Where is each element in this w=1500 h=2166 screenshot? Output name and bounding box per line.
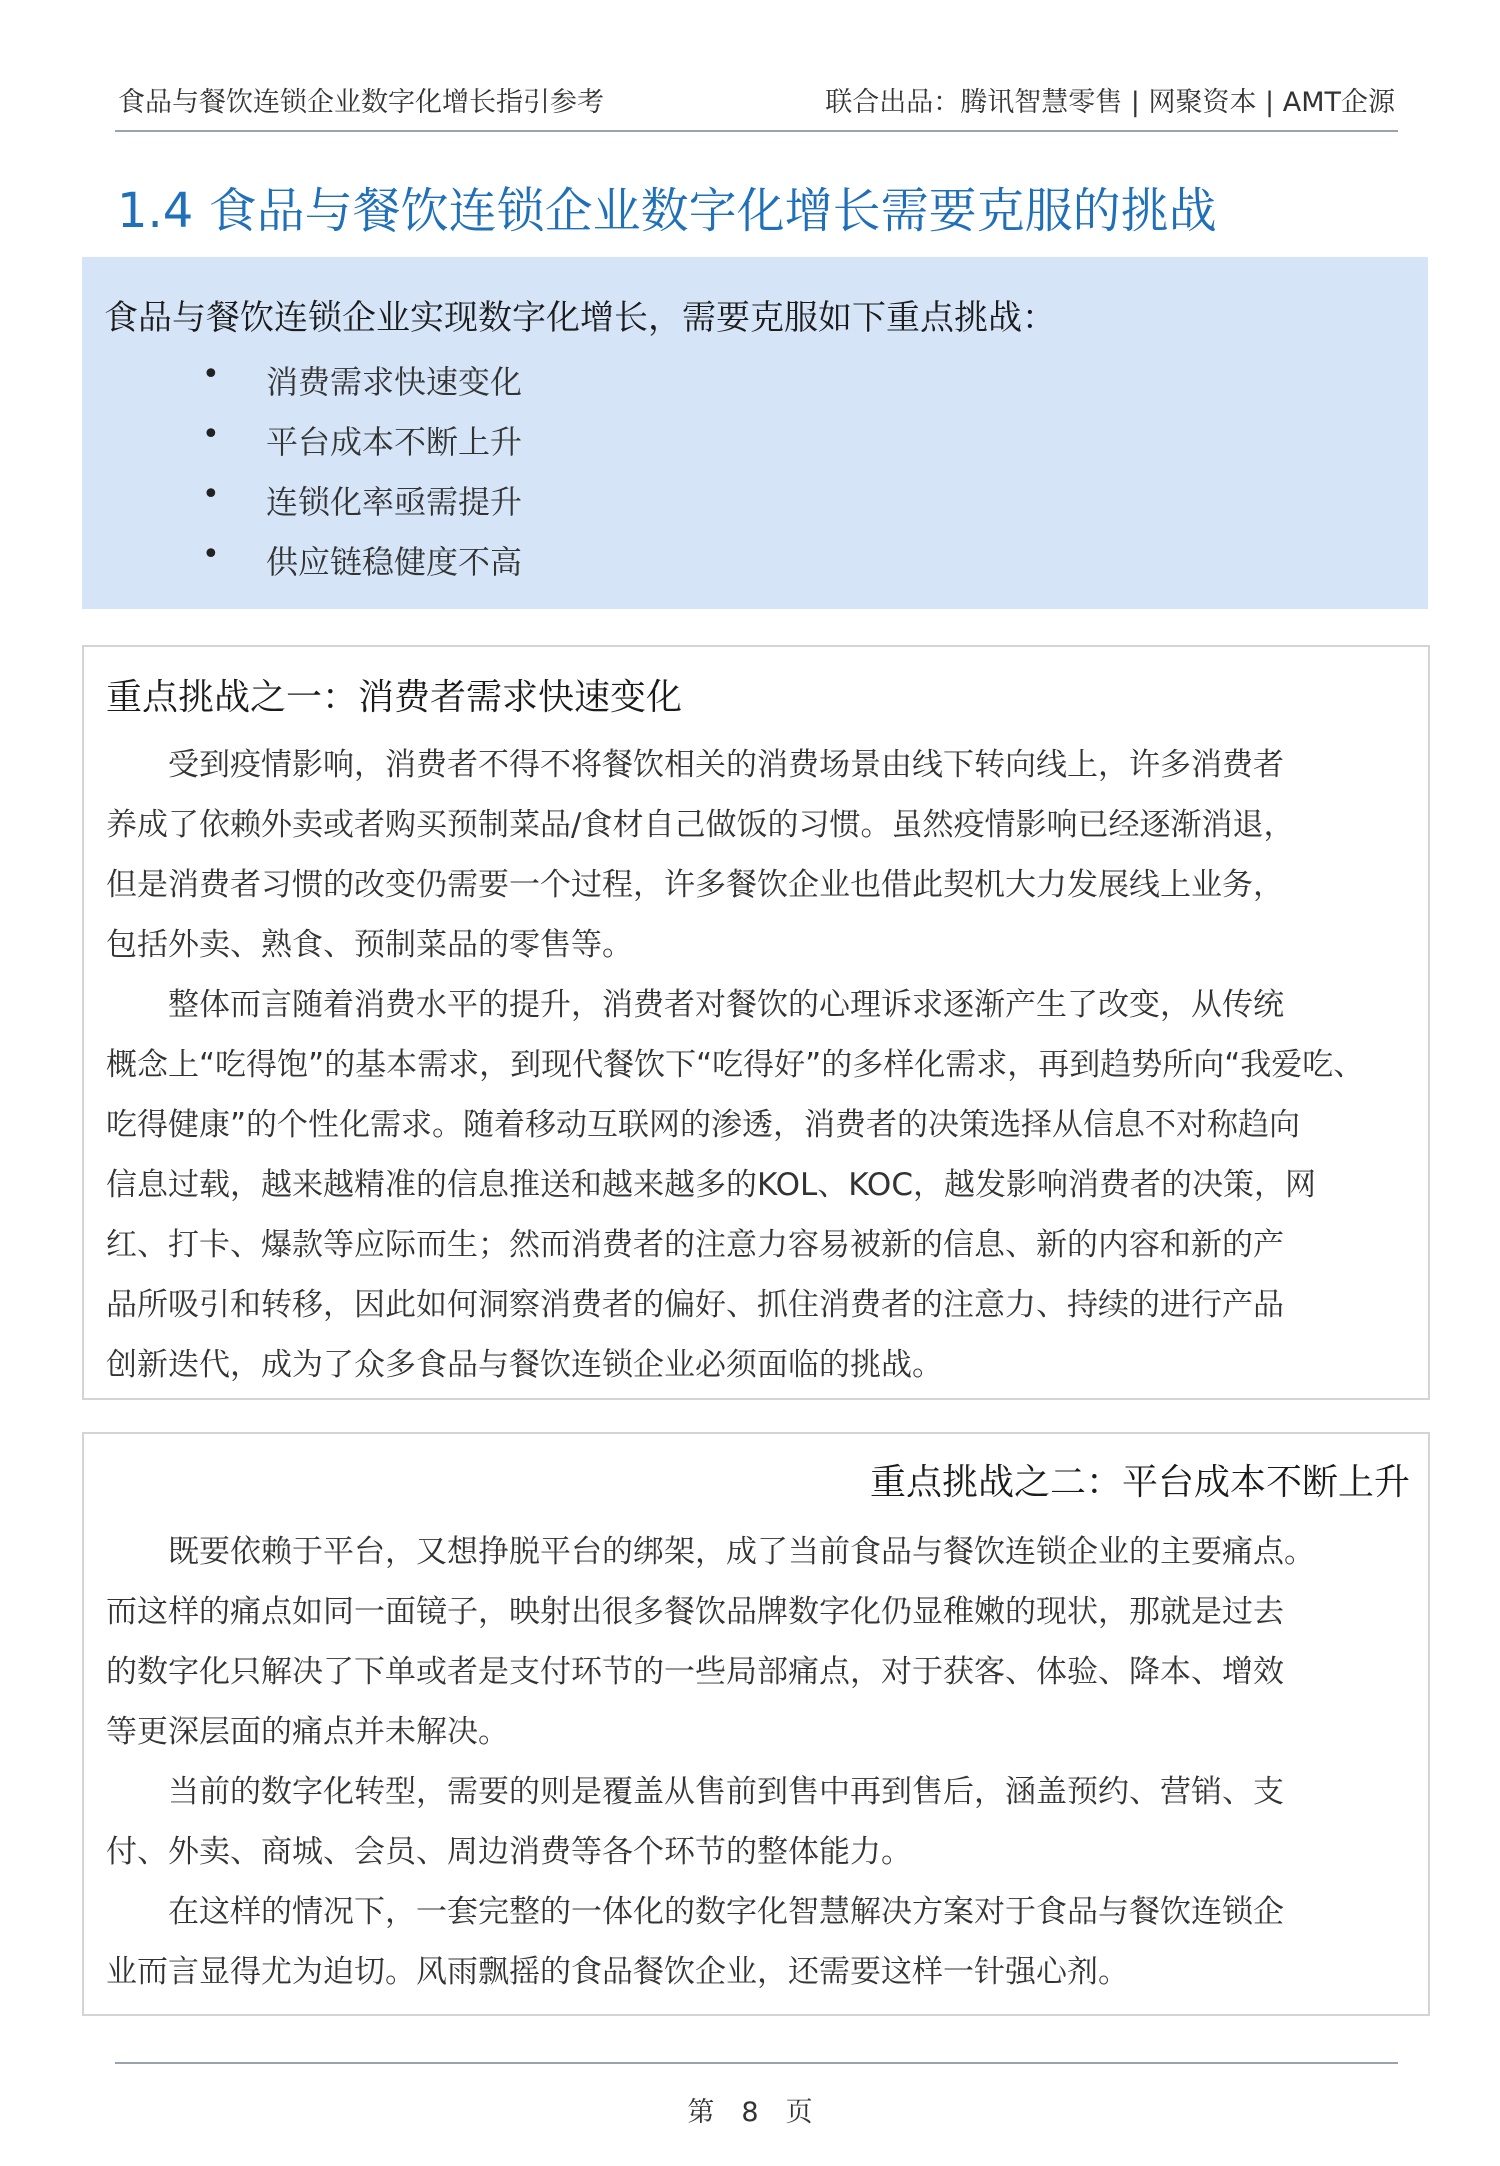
header-document-title: 食品与餐饮连锁企业数字化增长指引参考: [118, 87, 604, 118]
body-line: 当前的数字化转型，需要的则是覆盖从售前到售中再到售后，涵盖预约、营销、支: [106, 1774, 1284, 1810]
body-line: 的数字化只解决了下单或者是支付环节的一些局部痛点，对于获客、体验、降本、增效: [106, 1654, 1284, 1690]
bullet-icon: •: [202, 417, 220, 452]
list-item-label: 消费需求快速变化: [266, 363, 523, 401]
body-line: 包括外卖、熟食、预制菜品的零售等。: [106, 927, 633, 963]
challenge-one-card: [82, 645, 1430, 1400]
list-item-label: 连锁化率亟需提升: [266, 483, 523, 521]
body-line: 品所吸引和转移，因此如何洞察消费者的偏好、抓住消费者的注意力、持续的进行产品: [106, 1287, 1284, 1323]
summary-intro: 食品与餐饮连锁企业实现数字化增长，需要克服如下重点挑战：: [104, 298, 1056, 338]
bullet-icon: •: [202, 537, 220, 572]
challenge-two-title: 重点挑战之二：平台成本不断上升: [869, 1462, 1410, 1503]
list-item-label: 供应链稳健度不高: [266, 543, 523, 581]
summary-box: [82, 257, 1428, 609]
body-line: 整体而言随着消费水平的提升，消费者对餐饮的心理诉求逐渐产生了改变，从传统: [106, 987, 1284, 1023]
header-publishers: 联合出品：腾讯智慧零售 | 网聚资本 | AMT企源: [825, 87, 1395, 118]
header-divider: [115, 130, 1398, 132]
challenge-one-title: 重点挑战之一：消费者需求快速变化: [106, 677, 683, 718]
footer-divider: [115, 2062, 1398, 2064]
body-line: 等更深层面的痛点并未解决。: [106, 1714, 509, 1750]
body-line: 但是消费者习惯的改变仍需要一个过程，许多餐饮企业也借此契机大力发展线上业务，: [106, 867, 1284, 903]
body-line: 既要依赖于平台，又想挣脱平台的绑架，成了当前食品与餐饮连锁企业的主要痛点。: [106, 1534, 1315, 1570]
bullet-icon: •: [202, 477, 220, 512]
body-line: 养成了依赖外卖或者购买预制菜品/食材自己做饭的习惯。虽然疫情影响已经逐渐消退，: [106, 807, 1295, 843]
body-line: 概念上“吃得饱”的基本需求，到现代餐饮下“吃得好”的多样化需求，再到趋势所向“我爱吃、: [106, 1047, 1365, 1083]
body-line: 在这样的情况下，一套完整的一体化的数字化智慧解决方案对于食品与餐饮连锁企: [106, 1894, 1284, 1930]
section-title: 1.4 食品与餐饮连锁企业数字化增长需要克服的挑战: [117, 183, 1217, 239]
list-item-label: 平台成本不断上升: [266, 423, 523, 461]
bullet-icon: •: [202, 357, 220, 392]
body-line: 创新迭代，成为了众多食品与餐饮连锁企业必须面临的挑战。: [106, 1347, 943, 1383]
body-line: 吃得健康”的个性化需求。随着移动互联网的渗透，消费者的决策选择从信息不对称趋向: [106, 1107, 1301, 1143]
body-line: 受到疫情影响，消费者不得不将餐饮相关的消费场景由线下转向线上，许多消费者: [106, 747, 1284, 783]
body-line: 而这样的痛点如同一面镜子，映射出很多餐饮品牌数字化仍显稚嫩的现状，那就是过去: [106, 1594, 1284, 1630]
body-line: 业而言显得尤为迫切。风雨飘摇的食品餐饮企业，还需要这样一针强心剂。: [106, 1954, 1129, 1990]
page-number: 第 8 页: [687, 2097, 813, 2128]
page-header: [115, 80, 1398, 120]
challenge-two-card: [82, 1432, 1430, 2016]
body-line: 红、打卡、爆款等应际而生；然而消费者的注意力容易被新的信息、新的内容和新的产: [106, 1227, 1284, 1263]
body-line: 信息过载，越来越精准的信息推送和越来越多的KOL、KOC，越发影响消费者的决策，网: [106, 1167, 1316, 1203]
body-line: 付、外卖、商城、会员、周边消费等各个环节的整体能力。: [106, 1834, 912, 1870]
